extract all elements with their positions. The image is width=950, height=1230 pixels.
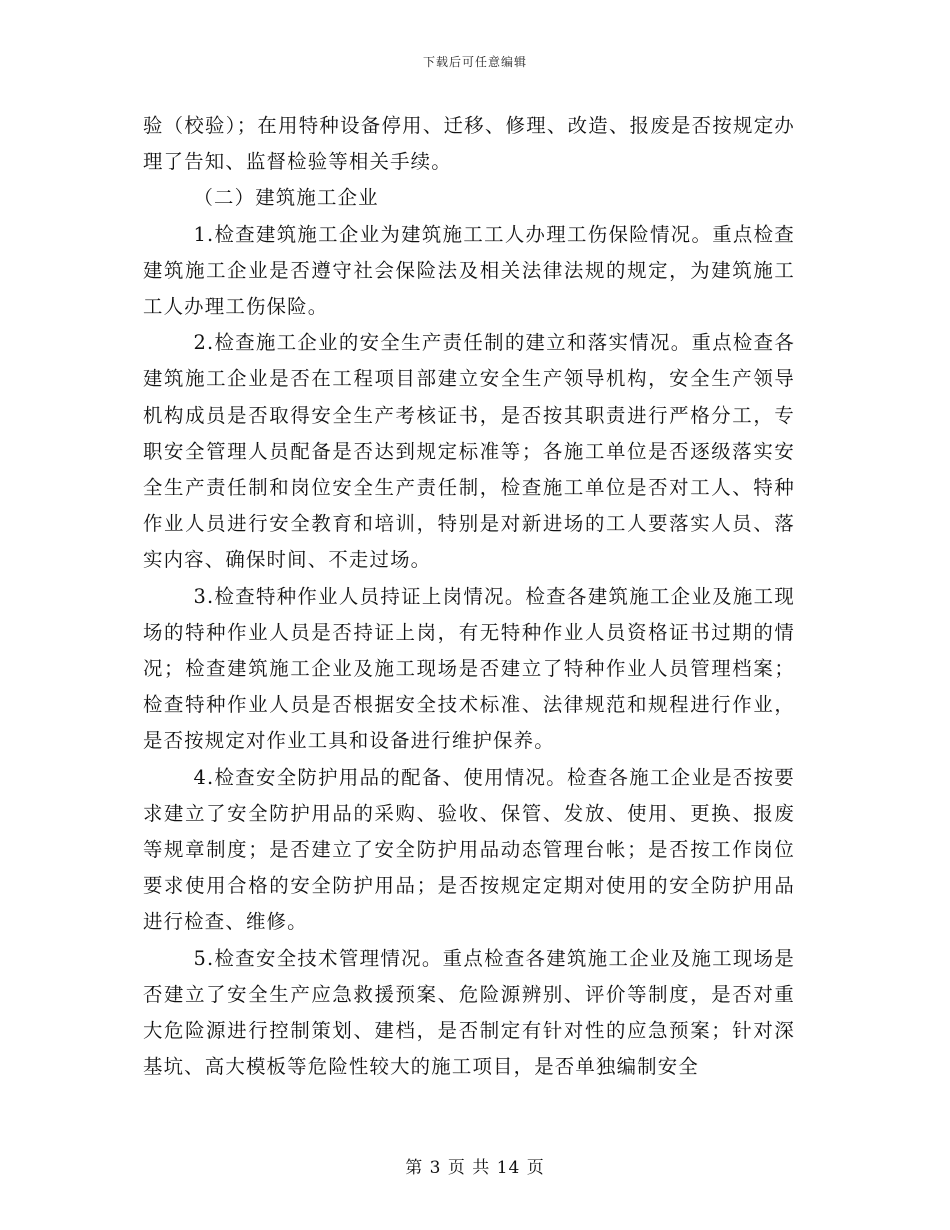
paragraph-item-4: 4.检查安全防护用品的配备、使用情况。检查各施工企业是否按要求建立了安全防护用品的采购、验收、保管、发放、使用、更换、报废等规章制度；是否建立了安全防护用品动态管理台帐；是否按工作岗位要求使用合格的安全防护用品；是否按规定定期对使用的安全防护用品进行检查、维修。 <box>143 765 795 934</box>
paragraph-item-3: 3.检查特种作业人员持证上岗情况。检查各建筑施工企业及施工现场的特种作业人员是否持证上岗，有无特种作业人员资格证书过期的情况；检查建筑施工企业及施工现场是否建立了特种作业人员管理档案；检查特种作业人员是否根据安全技术标准、法律规范和规程进行作业，是否按规定对作业工具和设备进行维护保养。 <box>143 584 795 753</box>
paragraph-item-2: 2.检查施工企业的安全生产责任制的建立和落实情况。重点检查各建筑施工企业是否在工程项目部建立安全生产领导机构，安全生产领导机构成员是否取得安全生产考核证书，是否按其职责进行严格分工，专职安全管理人员配备是否达到规定标准等；各施工单位是否逐级落实安全生产责任制和岗位安全生产责任制，检查施工单位是否对工人、特种作业人员进行安全教育和培训，特别是对新进场的工人要落实人员、落实内容、确保时间、不走过场。 <box>143 331 795 572</box>
section-heading-construction: （二）建筑施工企业 <box>193 186 379 210</box>
paragraph-continuation: 验（校验）；在用特种设备停用、迁移、修理、改造、报废是否按规定办理了告知、监督检验等相关手续。 <box>143 114 795 174</box>
page-header: 下载后可任意编辑 <box>422 55 527 69</box>
document-body <box>143 108 795 1085</box>
page-footer: 第 3 页 共 14 页 <box>405 1158 545 1178</box>
paragraph-item-5: 5.检查安全技术管理情况。重点检查各建筑施工企业及施工现场是否建立了安全生产应急救援预案、危险源辨别、评价等制度，是否对重大危险源进行控制策划、建档，是否制定有针对性的应急预案；针对深基坑、高大模板等危险性较大的施工项目，是否单独编制安全 <box>143 946 795 1079</box>
paragraph-item-1: 1.检查建筑施工企业为建筑施工工人办理工伤保险情况。重点检查建筑施工企业是否遵守社会保险法及相关法律法规的规定，为建筑施工工人办理工伤保险。 <box>143 222 795 319</box>
